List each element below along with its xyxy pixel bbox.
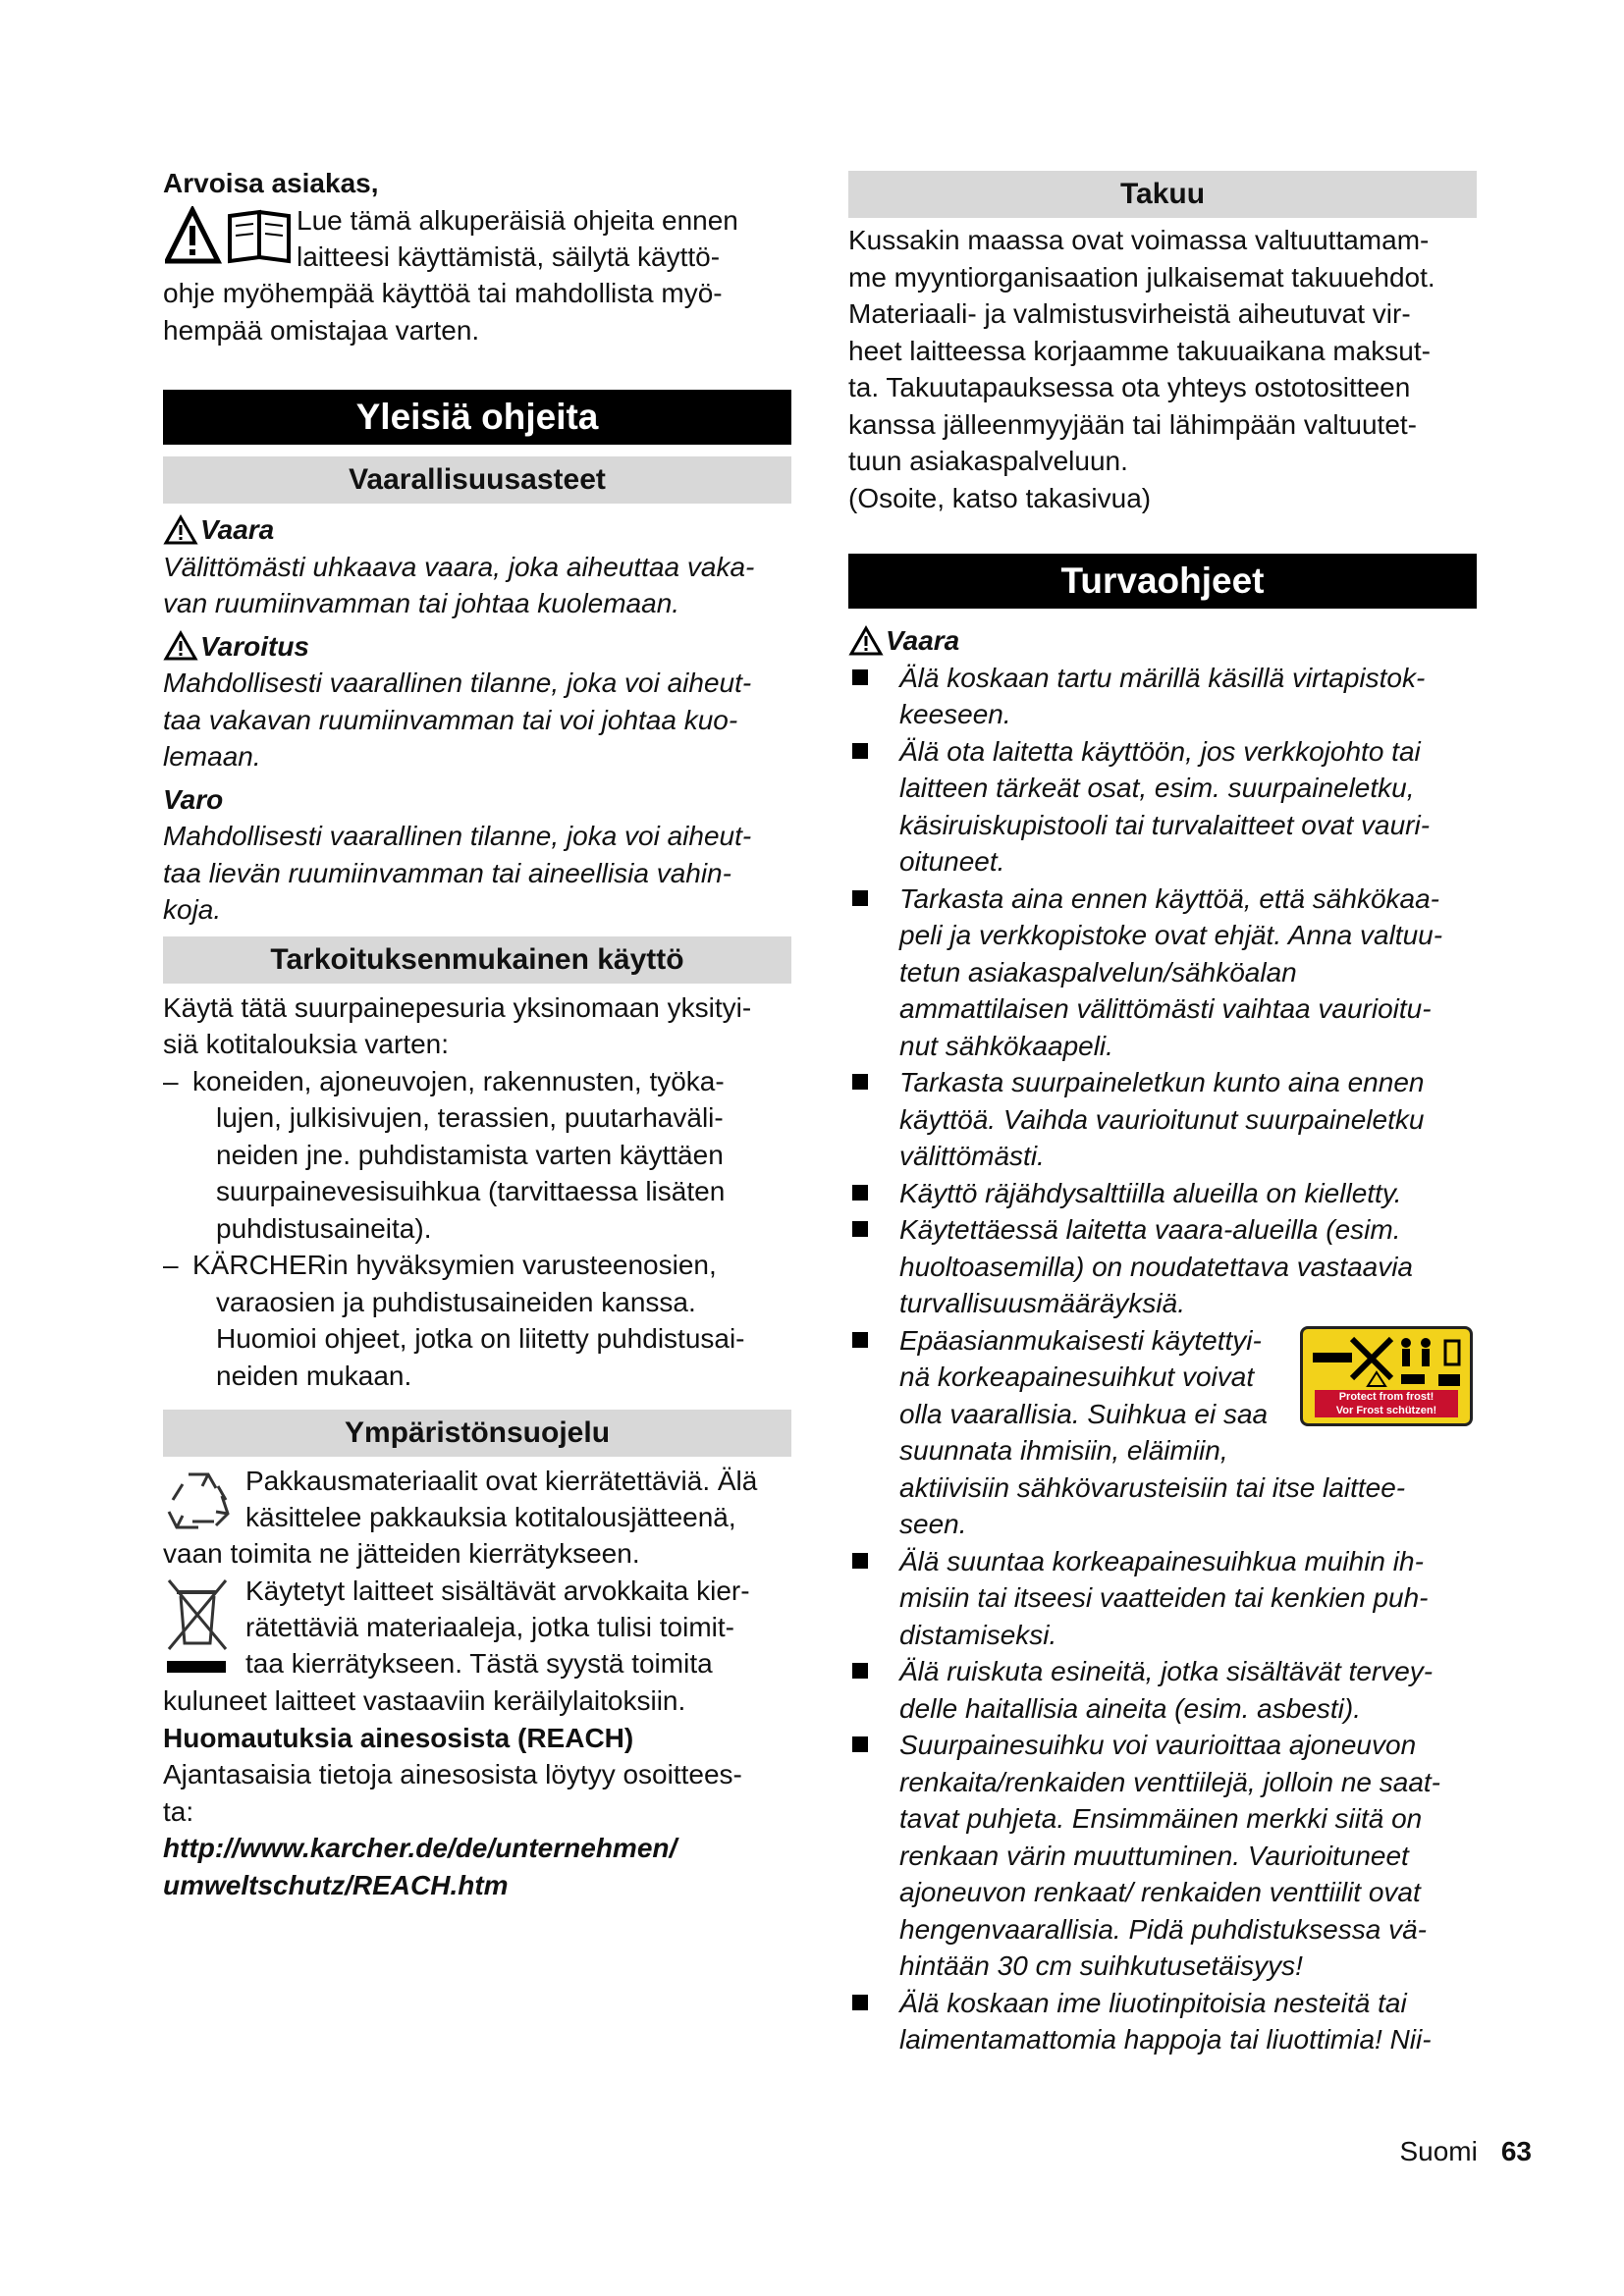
safety-item-4-line-1: Tarkasta suurpaineletkun kunto aina ennen bbox=[899, 1067, 1425, 1097]
safety-item-10-line-5: ajoneuvon renkaat/ renkaiden venttiilit ovat bbox=[899, 1877, 1421, 1907]
safety-item-6-line-3: turvallisuusmääräyksiä. bbox=[899, 1288, 1185, 1318]
right-column bbox=[848, 165, 1477, 2058]
env-text-1-line-2: käsittelee pakkauksia kotitalousjätteenä, bbox=[245, 1502, 736, 1532]
safety-item-10-line-4: renkaan värin muuttuminen. Vaurioituneet bbox=[899, 1840, 1409, 1871]
bullet-marker bbox=[848, 1727, 899, 1985]
warranty-title: Takuu bbox=[848, 171, 1477, 218]
safety-item-4 bbox=[848, 1064, 1477, 1175]
intro-line-1: Lue tämä alkuperäisiä ohjeita ennen bbox=[297, 204, 738, 236]
safety-item-6 bbox=[848, 1211, 1477, 1322]
use-item-1-line-2: lujen, julkisivujen, terassien, puutarhaväli- bbox=[216, 1102, 724, 1133]
safety-item-11 bbox=[848, 1985, 1477, 2058]
warning-triangle-icon bbox=[163, 630, 198, 662]
footer-language: Suomi bbox=[1399, 2136, 1478, 2166]
safety-danger-heading bbox=[848, 622, 1477, 660]
warning-triangle-icon bbox=[848, 625, 884, 657]
danger-label: Vaara bbox=[200, 514, 275, 545]
reach-link-2[interactable]: umweltschutz/REACH.htm bbox=[163, 1869, 509, 1900]
bullet-marker bbox=[848, 1175, 899, 1212]
safety-item-3 bbox=[848, 881, 1477, 1065]
safety-item-5-line-1: Käyttö räjähdysalttiilla alueilla on kielletty. bbox=[899, 1177, 1402, 1208]
environment-title: Ympäristönsuojelu bbox=[163, 1410, 791, 1457]
bullet-marker bbox=[848, 1653, 899, 1727]
intro-line-2: laitteesi käyttämistä, säilytä käyttö- bbox=[297, 240, 721, 272]
bullet-marker bbox=[848, 1064, 899, 1175]
use-intro-1: Käytä tätä suurpainepesuria yksinomaan yksityi- bbox=[163, 991, 752, 1023]
safety-item-1-line-2: keeseen. bbox=[899, 699, 1011, 729]
caution-text-1: Mahdollisesti vaarallinen tilanne, joka voi aiheut- bbox=[163, 821, 752, 851]
warranty-line-2: me myyntiorganisaation julkaisemat takuuehdot. bbox=[848, 261, 1435, 293]
safety-item-8 bbox=[848, 1543, 1477, 1654]
use-item-2-line-2: varaosien ja puhdistusaineiden kanssa. bbox=[216, 1286, 696, 1317]
use-intro-2: siä kotitalouksia varten: bbox=[163, 1029, 450, 1059]
dash-marker: – bbox=[163, 1065, 179, 1096]
danger-text-1: Välittömästi uhkaava vaara, joka aiheuttaa vaka- bbox=[163, 551, 755, 582]
intro-block bbox=[163, 202, 791, 312]
bullet-marker bbox=[848, 660, 899, 733]
greeting: Arvoisa asiakas, bbox=[163, 168, 379, 198]
safety-item-11-line-2: laimentamattomia happoja tai liuottimia! Nii- bbox=[899, 2024, 1432, 2055]
warranty-line-3: Materiaali- ja valmistusvirheistä aiheutuvat vir- bbox=[848, 298, 1411, 329]
intended-use-title: Tarkoituksenmukainen käyttö bbox=[163, 936, 791, 984]
safety-item-1 bbox=[848, 660, 1477, 733]
env-text-2-line-2: rätettäviä materiaaleja, jotka tulisi toimit- bbox=[245, 1612, 734, 1642]
bullet-marker bbox=[848, 1985, 899, 2058]
safety-item-7 bbox=[848, 1322, 1477, 1543]
safety-item-2-line-1: Älä ota laitetta käyttöön, jos verkkojohto tai bbox=[899, 735, 1421, 767]
intro-line-3: ohje myöhempää käyttöä tai mahdollista myö- bbox=[163, 277, 723, 308]
safety-item-5 bbox=[848, 1175, 1477, 1212]
safety-item-7-line-2: nä korkeapainesuihkut voivat bbox=[899, 1362, 1255, 1392]
crossed-bin-icon bbox=[163, 1575, 234, 1677]
safety-item-2 bbox=[848, 733, 1477, 881]
safety-item-10-line-3: tavat puhjeta. Ensimmäinen merkki siitä on bbox=[899, 1803, 1423, 1834]
safety-item-11-line-1: Älä koskaan ime liuotinpitoisia nesteitä tai bbox=[899, 1987, 1407, 2018]
reach-title: Huomautuksia ainesosista (REACH) bbox=[163, 1722, 634, 1753]
caution-text-3: koja. bbox=[163, 894, 222, 925]
safety-item-9 bbox=[848, 1653, 1477, 1727]
warning-book-icon bbox=[165, 206, 302, 267]
safety-item-3-line-4: ammattilaisen välittömästi vaihtaa vaurioitu- bbox=[899, 993, 1432, 1024]
use-item-1-line-1: koneiden, ajoneuvojen, rakennusten, työka- bbox=[192, 1065, 725, 1096]
dash-marker: – bbox=[163, 1250, 179, 1280]
safety-item-4-line-3: välittömästi. bbox=[899, 1141, 1045, 1171]
warning-triangle-icon bbox=[163, 514, 198, 546]
reach-text-2: ta: bbox=[163, 1795, 194, 1827]
safety-item-3-line-3: tetun asiakaspalvelun/sähköalan bbox=[899, 956, 1297, 988]
safety-item-7-line-4: suunnata ihmisiin, eläimiin, bbox=[899, 1435, 1228, 1466]
safety-item-9-line-1: Älä ruiskuta esineitä, jotka sisältävät tervey- bbox=[899, 1656, 1434, 1686]
danger-heading bbox=[163, 511, 791, 549]
warning-text-2: taa vakavan ruumiinvamman tai voi johtaa kuo- bbox=[163, 704, 738, 735]
safety-item-2-line-4: oituneet. bbox=[899, 846, 1005, 877]
intro-line-4: hempää omistajaa varten. bbox=[163, 314, 480, 346]
recycling-block bbox=[163, 1463, 791, 1573]
safety-item-6-line-2: huoltoasemilla) on noudatettava vastaavia bbox=[899, 1251, 1414, 1282]
bullet-marker bbox=[848, 1322, 899, 1543]
safety-item-2-line-2: laitteen tärkeät osat, esim. suurpaineletku, bbox=[899, 773, 1415, 803]
use-item-1-line-3: neiden jne. puhdistamista varten käyttäen bbox=[216, 1139, 724, 1170]
frost-label bbox=[1315, 1390, 1458, 1417]
use-item-2-line-3: Huomioi ohjeet, jotka on liitetty puhdistusai- bbox=[216, 1323, 745, 1354]
frost-label-line-2: Vor Frost schützen! bbox=[1335, 1404, 1437, 1416]
section-title-general: Yleisiä ohjeita bbox=[163, 390, 791, 445]
danger-text-2: van ruumiinvamman tai johtaa kuolemaan. bbox=[163, 588, 680, 618]
warranty-line-7: tuun asiakaspalveluun. bbox=[848, 446, 1128, 476]
safety-item-10-line-1: Suurpainesuihku voi vaurioittaa ajoneuvon bbox=[899, 1730, 1417, 1760]
warranty-line-5: ta. Takuutapauksessa ota yhteys ostotositteen bbox=[848, 372, 1411, 402]
use-item-2-line-1: KÄRCHERin hyväksymien varusteenosien, bbox=[192, 1250, 717, 1280]
env-text-2-line-1: Käytetyt laitteet sisältävät arvokkaita kier- bbox=[245, 1575, 750, 1606]
safety-item-8-line-1: Älä suuntaa korkeapainesuihkua muihin ih- bbox=[899, 1545, 1424, 1576]
safety-item-10-line-7: hintään 30 cm suihkutusetäisyys! bbox=[899, 1950, 1303, 1981]
hazard-pictogram-icon bbox=[1303, 1331, 1470, 1392]
safety-item-9-line-2: delle haitallisia aineita (esim. asbesti). bbox=[899, 1692, 1361, 1724]
caution-label: Varo bbox=[163, 783, 224, 815]
use-item-1-line-5: puhdistusaineita). bbox=[216, 1212, 432, 1244]
env-text-1-line-3: vaan toimita ne jätteiden kierrätykseen. bbox=[163, 1538, 640, 1569]
use-item-1-line-4: suurpainevesisuihkua (tarvittaessa lisäten bbox=[216, 1176, 726, 1206]
section-title-safety: Turvaohjeet bbox=[848, 554, 1477, 609]
safety-item-7-line-3: olla vaarallisia. Suihkua ei saa bbox=[899, 1398, 1269, 1429]
bullet-marker bbox=[848, 1211, 899, 1322]
safety-item-2-line-3: käsiruiskupistooli tai turvalaitteet ovat vauri- bbox=[899, 809, 1431, 840]
safety-item-3-line-2: peli ja verkkopistoke ovat ehjät. Anna valtuu- bbox=[899, 920, 1443, 950]
reach-text-1: Ajantasaisia tietoja ainesosista löytyy osoittees- bbox=[163, 1759, 742, 1789]
env-text-2-line-3: taa kierrätykseen. Tästä syystä toimita bbox=[245, 1648, 713, 1679]
env-text-1-line-1: Pakkausmateriaalit ovat kierrätettäviä. Älä bbox=[245, 1466, 758, 1496]
warning-heading bbox=[163, 628, 791, 666]
env-text-2-line-4: kuluneet laitteet vastaaviin keräilylaitoksiin. bbox=[163, 1685, 686, 1716]
warning-text-1: Mahdollisesti vaarallinen tilanne, joka voi aiheut- bbox=[163, 667, 752, 698]
hazard-levels-title: Vaarallisuusasteet bbox=[163, 456, 791, 504]
bullet-marker bbox=[848, 881, 899, 1065]
safety-item-7-line-1: Epäasianmukaisesti käytettyi- bbox=[899, 1324, 1262, 1356]
bullet-marker bbox=[848, 1543, 899, 1654]
warranty-line-1: Kussakin maassa ovat voimassa valtuuttamam- bbox=[848, 225, 1430, 255]
safety-item-6-line-1: Käytettäessä laitetta vaara-alueilla (esim. bbox=[899, 1214, 1401, 1245]
warranty-line-6: kanssa jälleenmyyjään tai lähimpään valtuutet- bbox=[848, 408, 1417, 440]
safety-item-10 bbox=[848, 1727, 1477, 1985]
safety-item-7-line-6: seen. bbox=[899, 1509, 967, 1539]
safety-danger-label: Vaara bbox=[886, 625, 960, 656]
warning-text-3: lemaan. bbox=[163, 741, 261, 772]
safety-item-3-line-1: Tarkasta aina ennen käyttöä, että sähkökaa- bbox=[899, 882, 1439, 914]
left-column bbox=[163, 165, 791, 1903]
use-item-2-line-4: neiden mukaan. bbox=[216, 1360, 412, 1391]
safety-item-1-line-1: Älä koskaan tartu märillä käsillä virtapistok- bbox=[899, 662, 1426, 693]
safety-item-3-line-5: nut sähkökaapeli. bbox=[899, 1030, 1113, 1061]
weee-block bbox=[163, 1573, 791, 1682]
safety-warning-sign bbox=[1300, 1326, 1473, 1426]
warranty-line-4: heet laitteessa korjaamme takuuaikana maksut- bbox=[848, 335, 1431, 366]
safety-item-8-line-3: distamiseksi. bbox=[899, 1619, 1057, 1650]
use-item-2 bbox=[163, 1247, 791, 1394]
bullet-marker bbox=[848, 733, 899, 881]
warranty-line-8: (Osoite, katso takasivua) bbox=[848, 482, 1152, 513]
safety-item-10-line-6: hengenvaarallisia. Pidä puhdistuksessa vä- bbox=[899, 1913, 1427, 1945]
page-footer bbox=[1399, 2136, 1532, 2167]
reach-link-1[interactable]: http://www.karcher.de/de/unternehmen/ bbox=[163, 1833, 677, 1863]
recycling-icon bbox=[163, 1467, 234, 1535]
safety-item-8-line-2: misiin tai itseesi vaatteiden tai kenkien puh- bbox=[899, 1582, 1429, 1613]
safety-item-10-line-2: renkaita/renkaiden venttiilejä, jolloin ne saat- bbox=[899, 1766, 1440, 1797]
page-number: 63 bbox=[1500, 2136, 1532, 2166]
safety-item-7-line-5: aktiivisiin sähkövarusteisiin tai itse laittee- bbox=[899, 1471, 1406, 1503]
caution-text-2: taa lievän ruumiinvamman tai aineellisia vahin- bbox=[163, 857, 731, 888]
safety-item-4-line-2: käyttöä. Vaihda vaurioitunut suurpaineletku bbox=[899, 1103, 1425, 1135]
frost-label-line-1: Protect from frost! bbox=[1338, 1390, 1435, 1403]
use-item-1 bbox=[163, 1063, 791, 1248]
warning-label: Varoitus bbox=[200, 630, 309, 662]
